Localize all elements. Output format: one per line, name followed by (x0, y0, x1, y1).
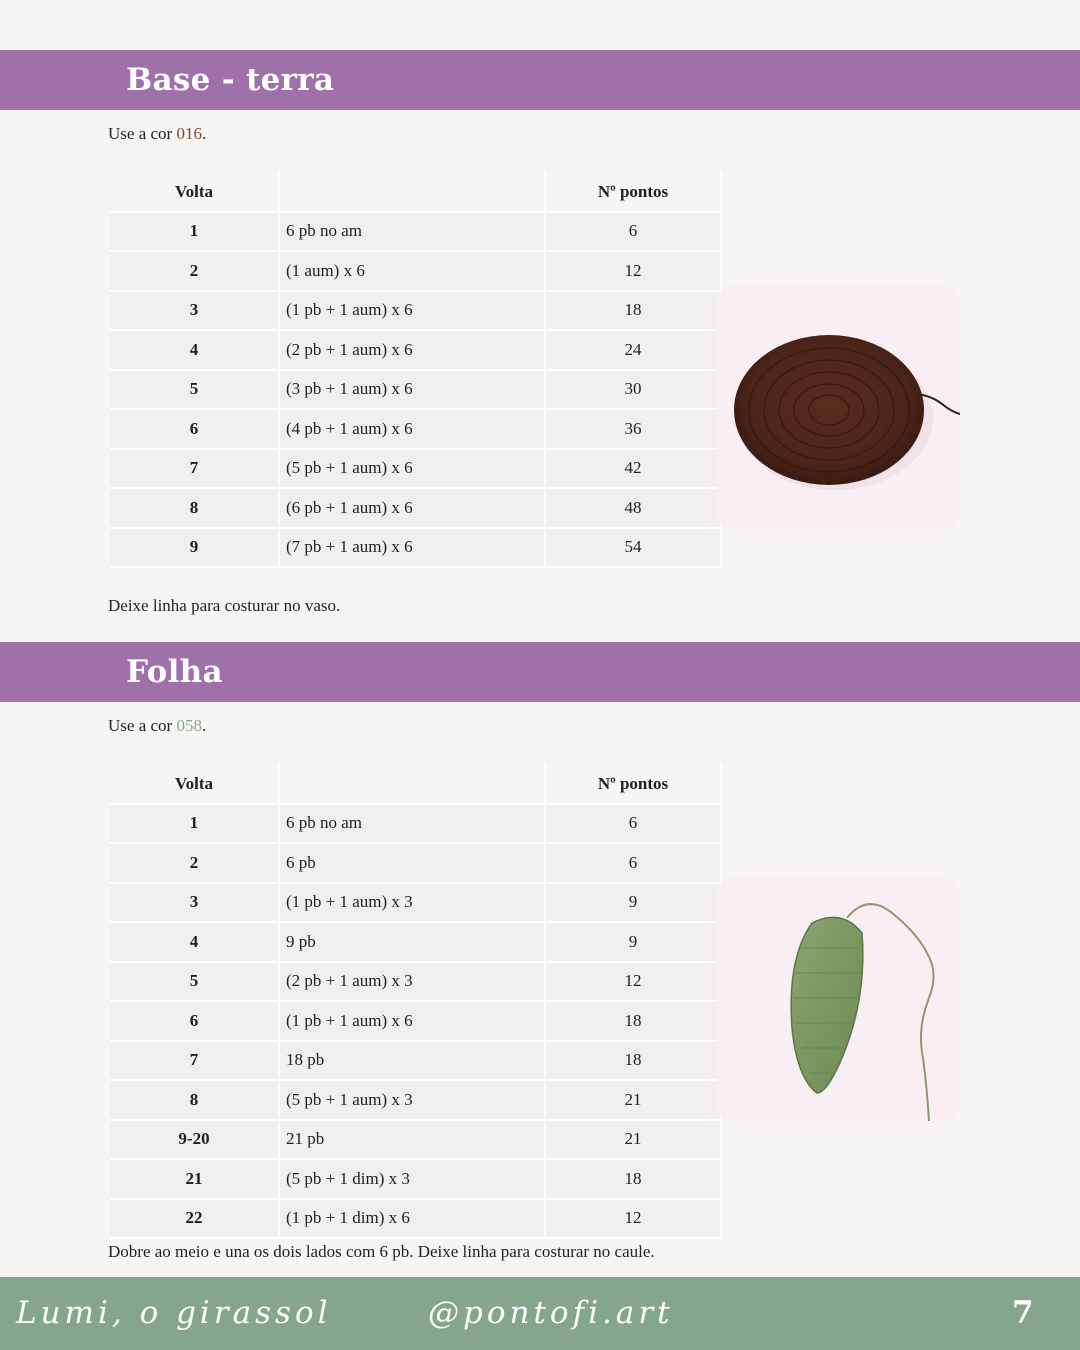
round-number: 2 (110, 843, 279, 883)
header-pontos: Nº pontos (545, 173, 721, 212)
table-row (110, 1080, 721, 1120)
table-row (110, 449, 721, 489)
pattern-table-folha (110, 765, 722, 1239)
round-instruction: (7 pb + 1 aum) x 6 (279, 528, 545, 568)
section-title: Folha (126, 654, 223, 690)
table-row (110, 922, 721, 962)
table-row (110, 883, 721, 923)
stitch-count: 18 (545, 1159, 721, 1199)
section-note: Dobre ao meio e una os dois lados com 6 pb. Deixe linha para costurar no caule. (108, 1242, 655, 1261)
table-row (110, 804, 721, 844)
stitch-count: 9 (545, 922, 721, 962)
table-row (110, 1199, 721, 1239)
round-number: 9-20 (110, 1120, 279, 1160)
header-volta: Volta (110, 173, 279, 212)
stitch-count: 30 (545, 370, 721, 410)
table-row (110, 330, 721, 370)
table-row (110, 1120, 721, 1160)
round-number: 6 (110, 409, 279, 449)
round-number: 4 (110, 922, 279, 962)
table-row (110, 528, 721, 568)
section-header-base-terra (0, 50, 1080, 110)
round-instruction: (1 pb + 1 dim) x 6 (279, 1199, 545, 1239)
table-row (110, 1041, 721, 1081)
round-number: 21 (110, 1159, 279, 1199)
table-row (110, 1159, 721, 1199)
round-number: 8 (110, 1080, 279, 1120)
stitch-count: 6 (545, 212, 721, 252)
table-row (110, 291, 721, 331)
color-instruction: Use a cor 058. (108, 716, 207, 735)
round-instruction: 21 pb (279, 1120, 545, 1160)
round-instruction: (1 pb + 1 aum) x 3 (279, 883, 545, 923)
stitch-count: 18 (545, 291, 721, 331)
table-row (110, 409, 721, 449)
table-row (110, 212, 721, 252)
stitch-count: 21 (545, 1120, 721, 1160)
section-header-folha (0, 642, 1080, 702)
header-instruction (279, 765, 545, 804)
section-title: Base - terra (126, 62, 335, 98)
table-header-row (110, 765, 721, 804)
round-instruction: (5 pb + 1 aum) x 3 (279, 1080, 545, 1120)
round-number: 5 (110, 370, 279, 410)
leaf-piece-photo (717, 878, 960, 1121)
stitch-count: 12 (545, 251, 721, 291)
stitch-count: 36 (545, 409, 721, 449)
round-number: 7 (110, 449, 279, 489)
round-instruction: (1 pb + 1 aum) x 6 (279, 1001, 545, 1041)
round-instruction: (3 pb + 1 aum) x 6 (279, 370, 545, 410)
stitch-count: 18 (545, 1001, 721, 1041)
round-instruction: 18 pb (279, 1041, 545, 1081)
stitch-count: 9 (545, 883, 721, 923)
round-instruction: (2 pb + 1 aum) x 3 (279, 962, 545, 1002)
table-row (110, 488, 721, 528)
section-note: Deixe linha para costurar no vaso. (108, 596, 341, 615)
stitch-count: 12 (545, 1199, 721, 1239)
color-code: 016 (176, 124, 202, 143)
stitch-count: 24 (545, 330, 721, 370)
table-row (110, 1001, 721, 1041)
round-instruction: 6 pb no am (279, 212, 545, 252)
stitch-count: 6 (545, 843, 721, 883)
round-instruction: 9 pb (279, 922, 545, 962)
round-instruction: (4 pb + 1 aum) x 6 (279, 409, 545, 449)
stitch-count: 18 (545, 1041, 721, 1081)
round-number: 4 (110, 330, 279, 370)
header-volta: Volta (110, 765, 279, 804)
round-number: 3 (110, 291, 279, 331)
round-number: 1 (110, 804, 279, 844)
round-number: 1 (110, 212, 279, 252)
table-row (110, 251, 721, 291)
stitch-count: 42 (545, 449, 721, 489)
round-number: 7 (110, 1041, 279, 1081)
stitch-count: 48 (545, 488, 721, 528)
table-header-row (110, 173, 721, 212)
header-pontos: Nº pontos (545, 765, 721, 804)
stitch-count: 6 (545, 804, 721, 844)
stitch-count: 54 (545, 528, 721, 568)
page-number: 7 (1012, 1295, 1034, 1331)
round-instruction: (1 aum) x 6 (279, 251, 545, 291)
round-instruction: (5 pb + 1 dim) x 3 (279, 1159, 545, 1199)
stitch-count: 21 (545, 1080, 721, 1120)
table-row (110, 843, 721, 883)
page-footer (0, 1277, 1080, 1350)
soil-piece-photo (717, 286, 960, 529)
table-row (110, 370, 721, 410)
round-instruction: (2 pb + 1 aum) x 6 (279, 330, 545, 370)
round-number: 8 (110, 488, 279, 528)
crochet-leaf-image (717, 878, 960, 1121)
pattern-table-base (110, 173, 722, 568)
header-instruction (279, 173, 545, 212)
color-instruction: Use a cor 016. (108, 124, 207, 143)
round-instruction: 6 pb (279, 843, 545, 883)
round-number: 22 (110, 1199, 279, 1239)
pattern-title: Lumi, o girassol (16, 1295, 332, 1331)
crochet-circle-image (717, 286, 960, 529)
social-handle: @pontofi.art (428, 1295, 674, 1331)
round-number: 2 (110, 251, 279, 291)
round-number: 3 (110, 883, 279, 923)
table-row (110, 962, 721, 1002)
stitch-count: 12 (545, 962, 721, 1002)
round-instruction: (6 pb + 1 aum) x 6 (279, 488, 545, 528)
round-instruction: (5 pb + 1 aum) x 6 (279, 449, 545, 489)
round-instruction: 6 pb no am (279, 804, 545, 844)
round-number: 6 (110, 1001, 279, 1041)
round-number: 9 (110, 528, 279, 568)
round-instruction: (1 pb + 1 aum) x 6 (279, 291, 545, 331)
color-code: 058 (176, 716, 202, 735)
round-number: 5 (110, 962, 279, 1002)
